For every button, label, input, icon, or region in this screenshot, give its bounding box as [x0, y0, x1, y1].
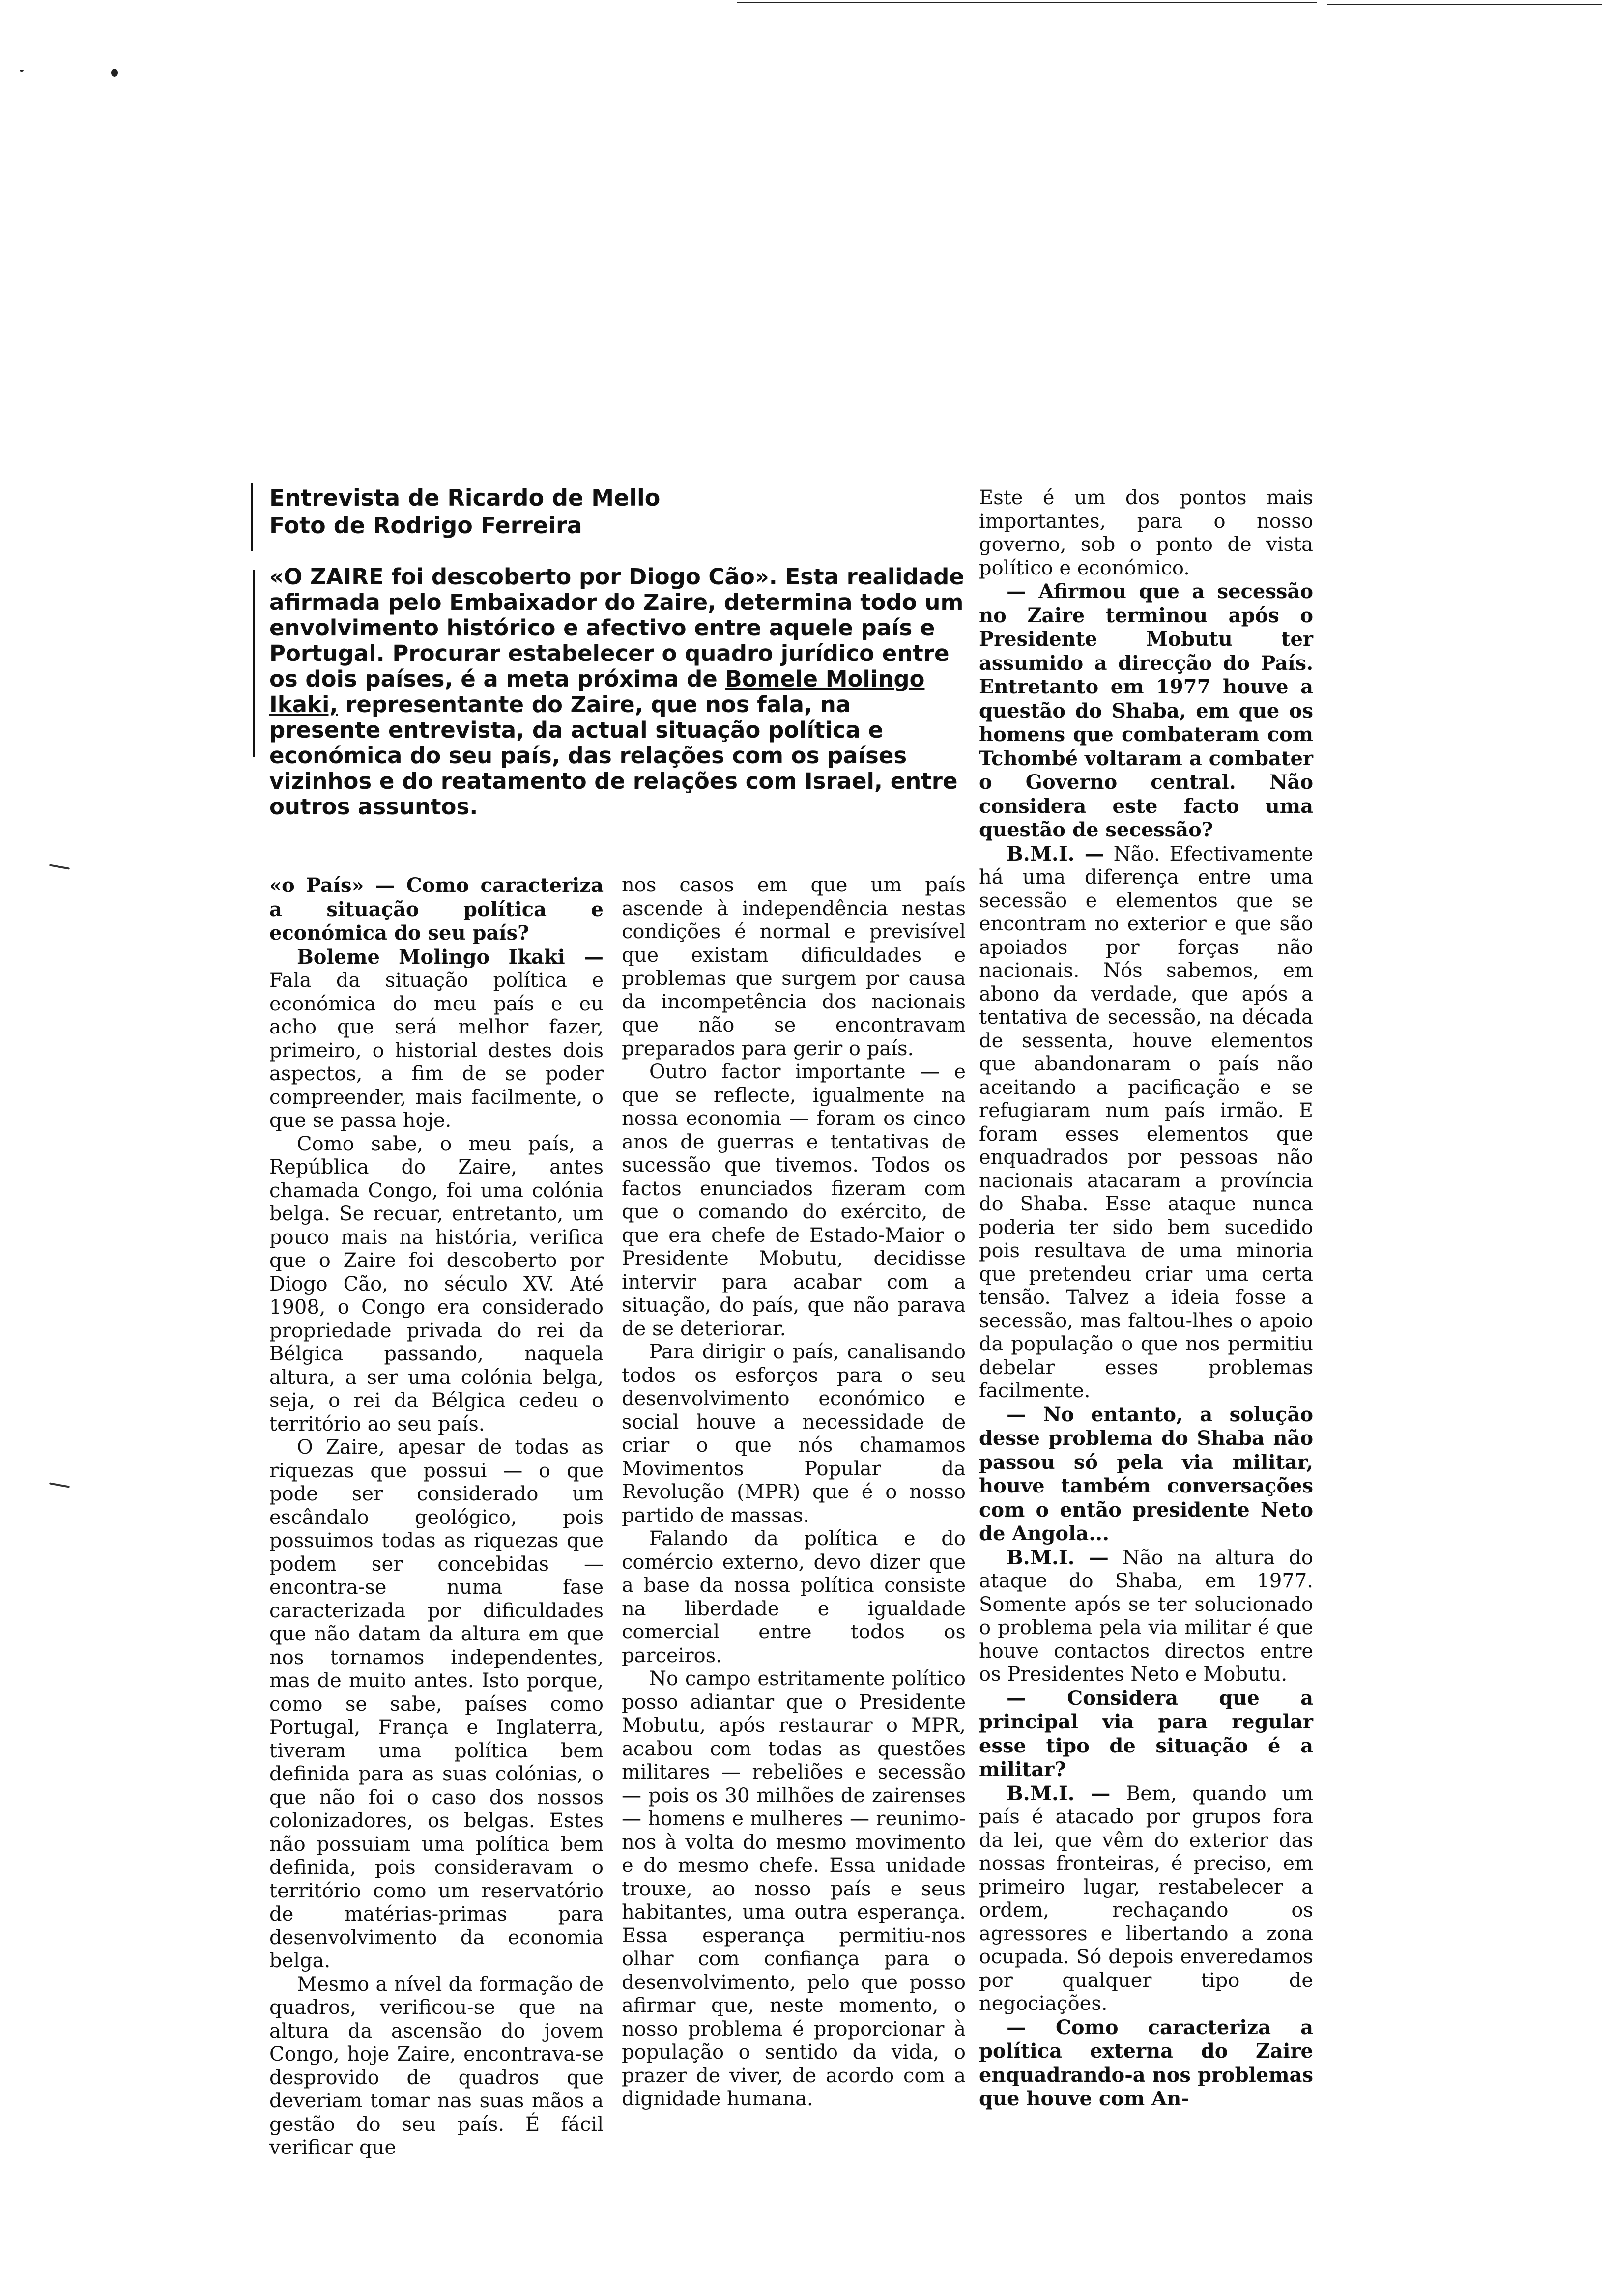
article-lead	[269, 564, 967, 820]
answer: B.M.I. — Não na altura do ataque do Shaba, em 1977. Somente após se ter solucionado o problema pela via militar é que houve contactos directos entre os Presidentes Neto e Mobutu.	[979, 1546, 1313, 1686]
lead-paragraph-2-end: representante do Zaire, que nos fala, na presente entrevista, da actual situação política e económica do seu país, das relações com os países vizinhos e do reatamento de relações com Israel, entre outros assuntos.	[269, 691, 958, 820]
photo-credit: Foto de Rodrigo Ferreira	[269, 512, 582, 539]
answer: B.M.I. — Bem, quando um país é atacado por grupos fora da lei, que vêm do exterior das nossas fronteiras, é preciso, em primeiro lugar, restabelecer a ordem, rechaçando os agressores e libertando a zona ocupada. Só depois enveredamos por qualquer tipo de negociações.	[979, 1781, 1314, 2015]
paragraph: O Zaire, apesar de todas as riquezas que possui — o que pode ser considerado um escândalo geológico, pois possuimos todas as riquezas que podem ser concebidas — encontra-se numa fase caracterizada por dificuldades que não datam da altura em que nos tornamos independentes, mas de muito antes. Isto porque, como se sabe, países como Portugal, França e Inglaterra, tiveram uma política bem definida para as suas colónias, o que não foi o caso dos nossos colonizadores, os belgas. Estes não possuiam uma política bem definida, pois consideravam o território como um reservatório de matérias-primas para desenvolvimento da economia belga.	[269, 1436, 604, 1972]
question: — Como caracteriza a política externa do Zaire enquadrando-a nos problemas que houve com An-	[979, 2015, 1313, 2110]
scan-speck	[20, 70, 24, 72]
question: — Considera que a principal via para regular esse tipo de situação é a militar?	[979, 1686, 1313, 1781]
text-column-2	[622, 874, 966, 2111]
question: — Afirmou que a secessão no Zaire terminou após o Presidente Mobutu ter assumido a direcção do País. Entretanto em 1977 houve a questão do Shaba, em que os homens que combateram com Tchombé voltaram a combater o Governo central. Não considera este facto uma questão de secessão?	[979, 580, 1313, 841]
lead-margin-rule	[253, 570, 255, 757]
header-margin-rule	[251, 483, 253, 551]
ambassador-name: Bomele Molingo Ikaki,	[269, 666, 925, 718]
answer: Boleme Molingo Ikaki — Fala da situação política e económica do meu país e eu acho que será melhor fazer, primeiro, o historial destes dois aspectos, a fim de se poder compreender, mais facilmente, o que se passa hoje.	[269, 945, 604, 1132]
question: «o País» — Como caracteriza a situação política e económica do seu país?	[269, 874, 604, 945]
article-credits	[269, 484, 957, 539]
scan-mark	[49, 1482, 70, 1488]
paragraph: Mesmo a nível da formação de quadros, verificou-se que na altura da ascensão do jovem Congo, hoje Zaire, encontrava-se desprovido de quadros que deveriam tomar nas suas mãos a gestão do seu país. É fácil verificar que	[269, 1973, 604, 2159]
question: — No entanto, a solução desse problema do Shaba não passou só pela via militar, houve também conversações com o então presidente Neto de Angola...	[979, 1403, 1313, 1545]
paragraph: No campo estritamente político posso adiantar que o Presidente Mobutu, após restaurar o MPR, acabou com todas as questões militares — rebeliões e secessão — pois os 30 milhões de zairenses — homens e mulheres — reunimo-nos à volta do mesmo movimento e do mesmo chefe. Essa unidade trouxe, ao nosso país e seus habitantes, uma outra esperança. Essa esperança permitiu-nos olhar com confiança para o desenvolvimento, pelo que posso afirmar que, neste momento, o nosso problema é proporcionar à população o sentido da vida, o prazer de viver, de acordo com a dignidade humana.	[622, 1667, 966, 2110]
scan-edge-line	[1327, 4, 1602, 5]
scan-edge-line	[737, 2, 1317, 3]
scan-mark	[49, 864, 70, 869]
answer: B.M.I. — Não. Efectivamente há uma diferença entre uma secessão e elementos que se encontram no exterior e que são apoiados por forças não nacionais. Nós sabemos, em abono da verdade, que após a tentativa de secessão, na década de sessenta, houve elementos que abandonaram o país não aceitando a pacificação e se refugiaram num país irmão. E foram esses elementos que enquadrados por pessoas não nacionais atacaram a província do Shaba. Esse ataque nunca poderia ter sido bem sucedido pois resultava de uma minoria que pretendeu criar uma certa tensão. Talvez a ideia fosse a secessão, mas faltou-lhes o apoio da população o que nos permitiu debelar esses problemas facilmente.	[979, 842, 1314, 1402]
paragraph: Este é um dos pontos mais importantes, para o nosso governo, sob o ponto de vista político e económico.	[979, 487, 1313, 579]
paragraph: nos casos em que um país ascende à independência nestas condições é normal e previsível que existam dificuldades e problemas que surgem por causa da incompetência dos nacionais que não se encontravam preparados para gerir o país.	[622, 874, 966, 1060]
interview-credit: Entrevista de Ricardo de Mello	[269, 485, 661, 511]
paragraph: Falando da política e do comércio externo, devo dizer que a base da nossa política consiste na liberdade e igualdade comercial entre todos os parceiros.	[622, 1527, 966, 1667]
text-column-1	[269, 874, 604, 2160]
text-column-3	[979, 487, 1313, 2111]
lead-paragraph-2-start: Procurar estabelecer o quadro jurídico entre os dois países, é a meta próxima de	[269, 640, 950, 692]
paragraph: Outro factor importante — e que se reflecte, igualmente na nossa economia — foram os cinco anos de guerras e tentativas de sucessão que tivemos. Todos os factos enunciados fizeram com que o comando do exército, de que era chefe de Estado-Maior o Presidente Mobutu, decidisse intervir para acabar com a situação, do país, que não parava de se deteriorar.	[622, 1061, 966, 1340]
scan-speck	[111, 69, 118, 77]
paragraph: Para dirigir o país, canalisando todos os esforços para o seu desenvolvimento económico e social houve a necessidade de criar o que nós chamamos Movimentos Popular da Revolução (MPR) que é o nosso partido de massas.	[622, 1341, 966, 1527]
lead-paragraph-1: «O ZAIRE foi descoberto por Diogo Cão». Esta realidade afirmada pelo Embaixador do Zaire, determina todo um envolvimento histórico e afectivo entre aquele país e Portugal.	[269, 564, 964, 666]
paragraph: Como sabe, o meu país, a República do Zaire, antes chamada Congo, foi uma colónia belga. Se recuar, entretanto, um pouco mais na história, verifica que o Zaire foi descoberto por Diogo Cão, no século XV. Até 1908, o Congo era considerado propriedade privada do rei da Bélgica passando, naquela altura, a ser uma colónia belga, seja, o rei da Bélgica cedeu o território ao seu país.	[269, 1132, 604, 1435]
